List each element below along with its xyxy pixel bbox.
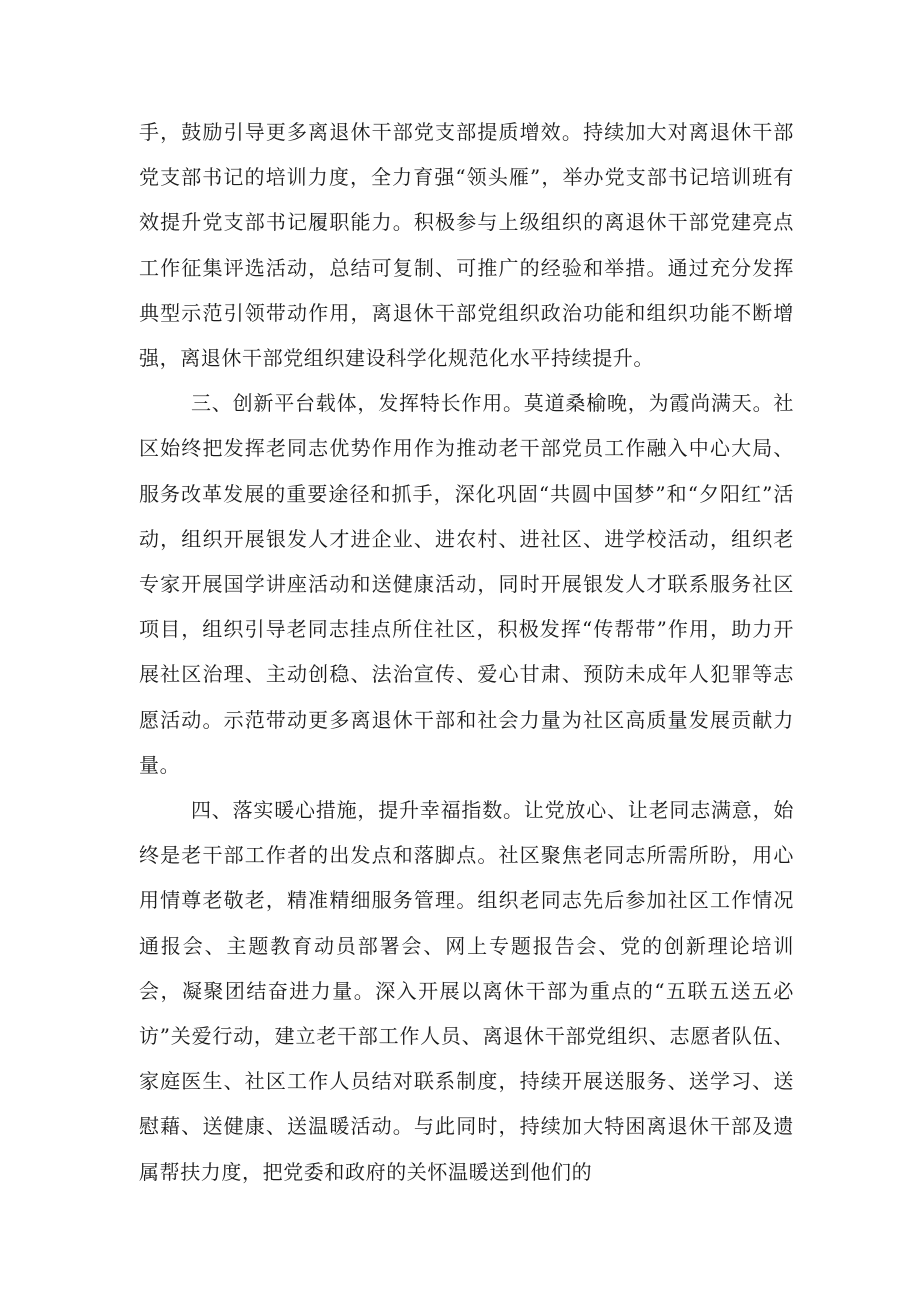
document-body <box>139 110 794 1195</box>
paragraph-continuation: 手，鼓励引导更多离退休干部党支部提质增效。持续加大对离退休干部党支部书记的培训力度，全力育强“领头雁”，举办党支部书记培训班有效提升党支部书记履职能力。积极参与上级组织的离退休干部党建亮点工作征集评选活动，总结可复制、可推广的经验和举措。通过充分发挥典型示范引领带动作用，离退休干部党组织政治功能和组织功能不断增强，离退休干部党组织建设科学化规范化水平持续提升。 <box>139 120 794 371</box>
paragraph-section-3: 三、创新平台载体，发挥特长作用。莫道桑榆晚，为霞尚满天。社区始终把发挥老同志优势作用作为推动老干部党员工作融入中心大局、服务改革发展的重要途径和抓手，深化巩固“共圆中国梦”和“夕阳红”活动，组织开展银发人才进企业、进农村、进社区、进学校活动，组织老专家开展国学讲座活动和送健康活动，同时开展银发人才联系服务社区项目，组织引导老同志挂点所住社区，积极发挥“传帮带”作用，助力开展社区治理、主动创稳、法治宣传、爱心甘肃、预防未成年人犯罪等志愿活动。示范带动更多离退休干部和社会力量为社区高质量发展贡献力量。 <box>139 391 794 777</box>
paragraph-section-4: 四、落实暖心措施，提升幸福指数。让党放心、让老同志满意，始终是老干部工作者的出发点和落脚点。社区聚焦老同志所需所盼，用心用情尊老敬老，精准精细服务管理。组织老同志先后参加社区工作情况通报会、主题教育动员部署会、网上专题报告会、党的创新理论培训会，凝聚团结奋进力量。深入开展以离休干部为重点的“五联五送五必访”关爱行动，建立老干部工作人员、离退休干部党组织、志愿者队伍、家庭医生、社区工作人员结对联系制度，持续开展送服务、送学习、送慰藉、送健康、送温暖活动。与此同时，持续加大特困离退休干部及遗属帮扶力度，把党委和政府的关怀温暖送到他们的 <box>139 798 794 1184</box>
